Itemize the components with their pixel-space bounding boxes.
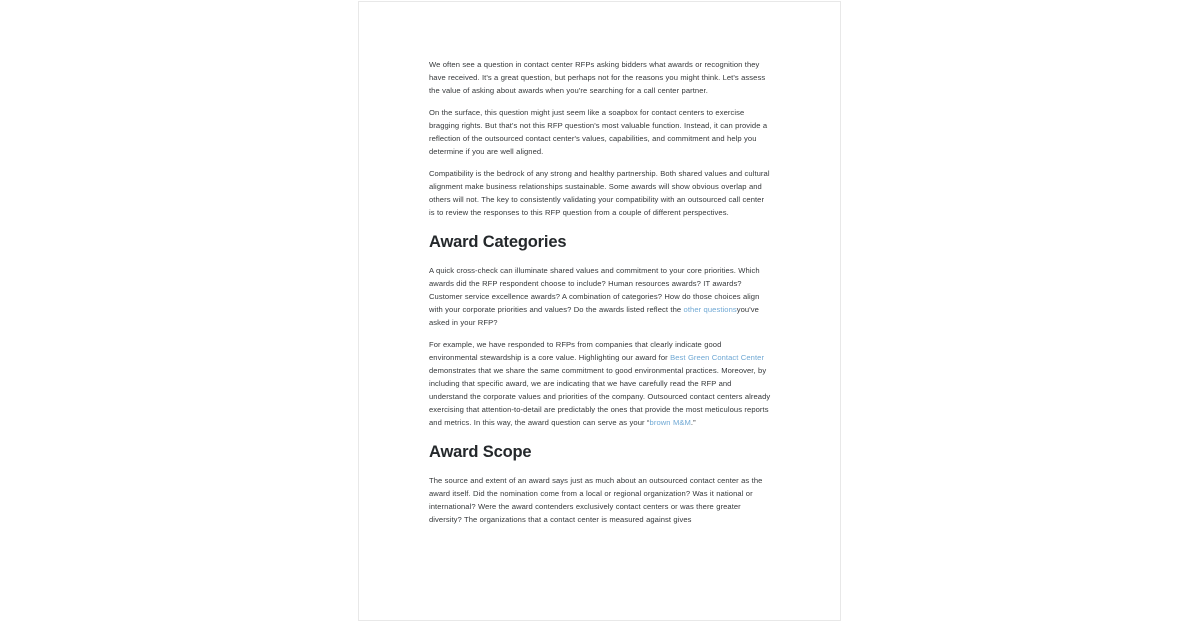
text-run: The source and extent of an award says just as much about an outsourced contact center as the award itself. Did the nomination come from a local or regional organization? Was it national or international? Were the award contenders exclusively contact centers or was there greater diversity? The organizations that a contact center is measured against gives — [429, 476, 763, 524]
text-run: .” — [690, 418, 696, 427]
paragraph-example — [429, 338, 772, 429]
text-run: demonstrates that we share the same commitment to good environmental practices. Moreover, by including that specific award, we are indicating that we have carefully read the RFP and understand the corporate values and priorities of the company. Outsourced contact centers already exercising that attention-to-detail are predictably the ones that provide the most meticulous reports and metrics. In this way, the award question can serve as your “ — [429, 366, 771, 427]
paragraph-scope — [429, 474, 772, 526]
document-sheet — [358, 1, 841, 621]
paragraph-compatibility — [429, 167, 772, 219]
text-run: For example, we have responded to RFPs from companies that clearly indicate good environmental stewardship is a core value. Highlighting our award for — [429, 340, 722, 362]
text-run: A quick cross-check can illuminate shared values and commitment to your core priorities. Which awards did the RFP respondent choose to include? Human resources awards? IT awards? Customer service excellence awards? A combination of categories? How do those choices align with your corporate priorities and values? Do the awards listed reflect the — [429, 266, 760, 314]
link-brown-mm[interactable]: brown M&M — [649, 418, 691, 427]
heading-award-categories: Award Categories — [429, 233, 567, 251]
link-other-questions[interactable]: other questions — [683, 305, 737, 314]
text-run: On the surface, this question might just seem like a soapbox for contact centers to exercise bragging rights. But that's not this RFP question's most valuable function. Instead, it can provide a reflection of the outsourced contact center's values, capabilities, and commitment and help you determine if you are well aligned. — [429, 108, 768, 156]
article-content — [359, 2, 841, 621]
text-run: We often see a question in contact center RFPs asking bidders what awards or recognition they have received. It's a great question, but perhaps not for the reasons you might think. Let's assess the value of asking about awards when you're searching for a call center partner. — [429, 60, 766, 95]
heading-award-scope: Award Scope — [429, 443, 532, 461]
paragraph-intro — [429, 58, 772, 97]
link-best-green-contact-center[interactable]: Best Green Contact Center — [670, 353, 765, 362]
paragraph-cross-check — [429, 264, 772, 329]
text-run: Compatibility is the bedrock of any strong and healthy partnership. Both shared values and cultural alignment make business relationships sustainable. Some awards will show obvious overlap and others will not. The key to consistently validating your compatibility with an outsourced call center is to review the responses to this RFP question from a couple of different perspectives. — [429, 169, 770, 217]
text-run: you've asked in your RFP? — [429, 305, 759, 327]
paragraph-surface — [429, 106, 772, 158]
